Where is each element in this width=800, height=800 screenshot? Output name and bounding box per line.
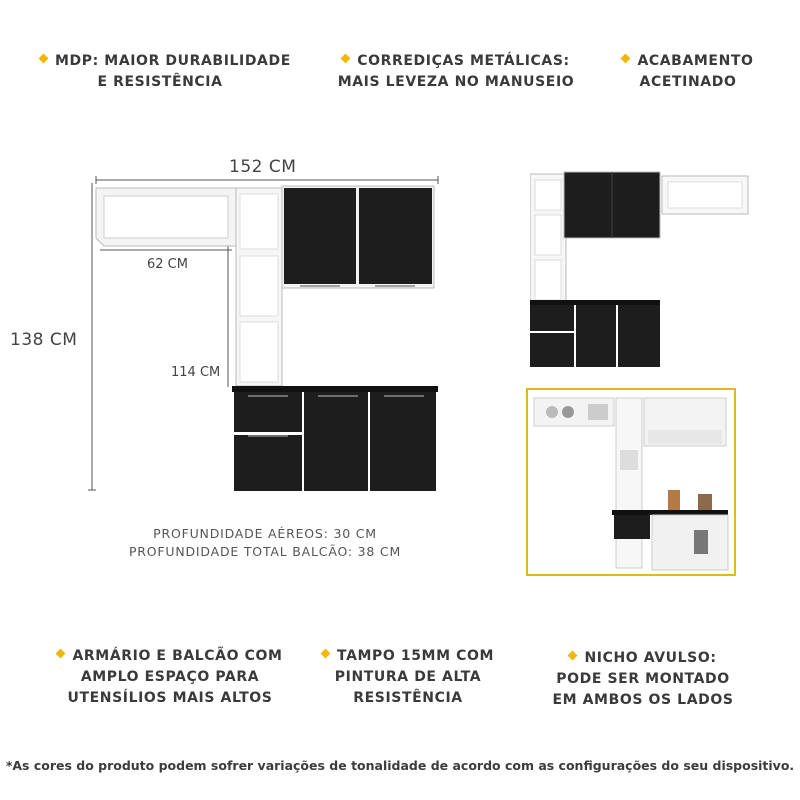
feature-acabamento: ACABAMENTO ACETINADO [618, 51, 758, 93]
dimension-niche-label: 62 CM [147, 257, 188, 272]
depth-balcao: PROFUNDIDADE TOTAL BALCÃO: 38 CM [128, 544, 402, 559]
counter-top [232, 386, 438, 392]
feature-nicho-avulso: NICHO AVULSO: PODE SER MONTADO EM AMBOS OS LADOS [552, 650, 734, 708]
feature-tampo: TAMPO 15MM COM PINTURA DE ALTA RESISTÊNCIA [318, 646, 498, 709]
depth-notes [65, 525, 465, 561]
feature-mdp: MDP: MAIOR DURABILIDADE E RESISTÊNCIA [40, 51, 280, 93]
disclaimer-footnote: *As cores do produto podem sofrer variações de tonalidade de acordo com as configurações do seu dispositivo. [5, 758, 795, 773]
dimension-counter-label: 114 CM [171, 365, 221, 380]
diamond-bullet-icon [568, 651, 578, 661]
upper-cabinet [282, 186, 434, 288]
staged-kitchen-photo [526, 388, 736, 576]
diamond-bullet-icon [321, 649, 331, 659]
feature-corredicas: CORREDIÇAS METÁLICAS: MAIS LEVEZA NO MANUSEIO [337, 53, 575, 90]
product-small-view [530, 170, 760, 370]
feature-armario-balcao: ARMÁRIO E BALCÃO COM AMPLO ESPAÇO PARA UTENSÍLIOS MAIS ALTOS [55, 646, 285, 709]
diamond-bullet-icon [56, 649, 66, 659]
depth-aereos: PROFUNDIDADE AÉREOS: 30 CM [153, 526, 377, 541]
open-tower [236, 188, 282, 386]
dimension-height-label: 138 CM [10, 330, 78, 350]
niche-shelf [96, 188, 236, 246]
dimension-width-label: 152 CM [229, 157, 297, 177]
lower-cabinet [234, 392, 436, 491]
